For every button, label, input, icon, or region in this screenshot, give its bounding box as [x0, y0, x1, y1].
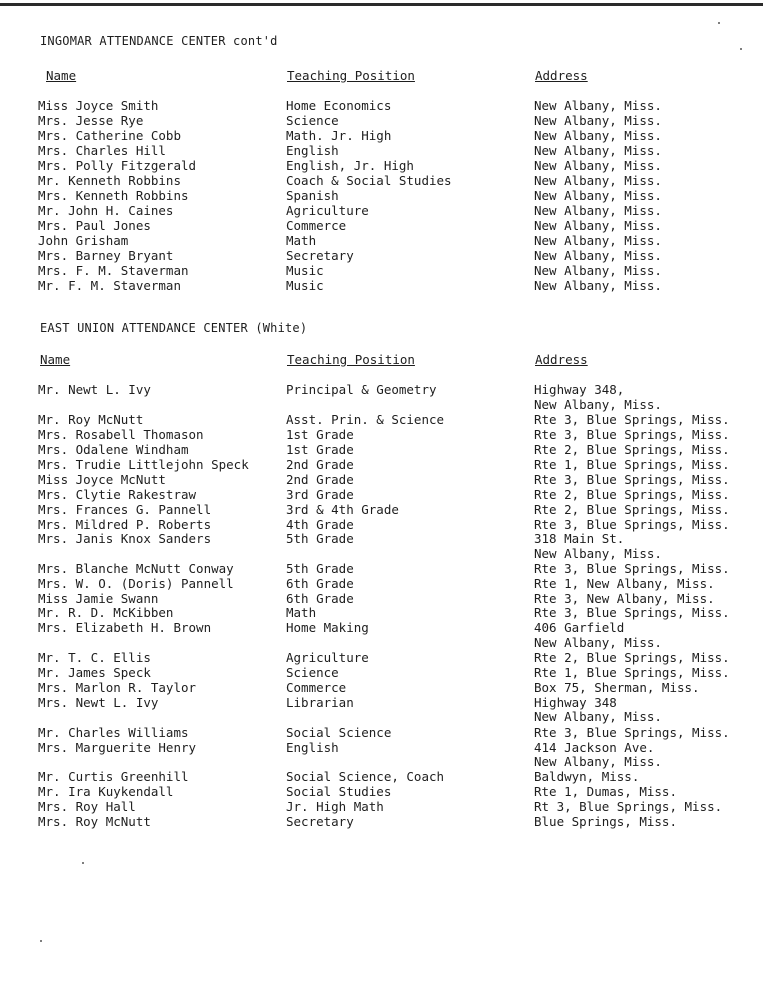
staff-name: Mr. Roy McNutt	[38, 412, 144, 427]
table-row	[0, 650, 763, 665]
address: New Albany, Miss.	[534, 188, 662, 203]
address: New Albany, Miss.	[534, 278, 662, 293]
table-row	[0, 784, 763, 799]
column-header-position: Teaching Position	[287, 68, 415, 83]
staff-name: Mrs. Clytie Rakestraw	[38, 487, 197, 502]
address: New Albany, Miss.	[534, 546, 662, 561]
table-row	[0, 502, 763, 517]
address: 406 Garfield	[534, 620, 625, 635]
address: Rte 1, Blue Springs, Miss.	[534, 457, 730, 472]
table-row	[0, 203, 763, 218]
staff-name: Mrs. F. M. Staverman	[38, 263, 189, 278]
table-row	[0, 263, 763, 278]
teaching-position: Spanish	[286, 188, 339, 203]
address: Rte 3, Blue Springs, Miss.	[534, 472, 730, 487]
teaching-position: Math. Jr. High	[286, 128, 392, 143]
address: Rte 1, Blue Springs, Miss.	[534, 665, 730, 680]
table-row	[0, 113, 763, 128]
table-row	[0, 754, 763, 769]
teaching-position: 6th Grade	[286, 591, 354, 606]
table-row	[0, 278, 763, 293]
address: Rte 2, Blue Springs, Miss.	[534, 487, 730, 502]
address: 318 Main St.	[534, 531, 625, 546]
teaching-position: 1st Grade	[286, 442, 354, 457]
column-header-position: Teaching Position	[287, 352, 415, 367]
address: New Albany, Miss.	[534, 233, 662, 248]
staff-name: Mrs. Jesse Rye	[38, 113, 144, 128]
staff-name: John Grisham	[38, 233, 129, 248]
address: New Albany, Miss.	[534, 143, 662, 158]
staff-name: Mr. Curtis Greenhill	[38, 769, 189, 784]
table-row	[0, 517, 763, 532]
address: New Albany, Miss.	[534, 173, 662, 188]
scan-speck	[740, 48, 742, 50]
address: Box 75, Sherman, Miss.	[534, 680, 700, 695]
staff-name: Mrs. Kenneth Robbins	[38, 188, 189, 203]
address: New Albany, Miss.	[534, 158, 662, 173]
table-row	[0, 397, 763, 412]
teaching-position: Jr. High Math	[286, 799, 384, 814]
table-row	[0, 725, 763, 740]
teaching-position: Secretary	[286, 814, 354, 829]
table-row	[0, 128, 763, 143]
address: Highway 348,	[534, 382, 625, 397]
address: New Albany, Miss.	[534, 128, 662, 143]
section-title-ingomar: INGOMAR ATTENDANCE CENTER cont'd	[40, 34, 278, 48]
scan-speck	[718, 22, 720, 24]
teaching-position: 3rd Grade	[286, 487, 354, 502]
teaching-position: Coach & Social Studies	[286, 173, 452, 188]
staff-name: Mrs. W. O. (Doris) Pannell	[38, 576, 234, 591]
teaching-position: Science	[286, 665, 339, 680]
teaching-position: English	[286, 740, 339, 755]
table-row	[0, 620, 763, 635]
staff-name: Mr. Charles Williams	[38, 725, 189, 740]
table-row	[0, 233, 763, 248]
teaching-position: Social Studies	[286, 784, 392, 799]
table-row	[0, 531, 763, 546]
table-row	[0, 382, 763, 397]
staff-name: Mrs. Odalene Windham	[38, 442, 189, 457]
address: Rte 3, Blue Springs, Miss.	[534, 412, 730, 427]
staff-name: Mr. Ira Kuykendall	[38, 784, 174, 799]
address: New Albany, Miss.	[534, 203, 662, 218]
staff-name: Mrs. Roy Hall	[38, 799, 136, 814]
address: Rte 3, Blue Springs, Miss.	[534, 561, 730, 576]
page-top-border	[0, 3, 763, 6]
teaching-position: Home Making	[286, 620, 369, 635]
teaching-position: Music	[286, 263, 324, 278]
address: New Albany, Miss.	[534, 263, 662, 278]
teaching-position: English, Jr. High	[286, 158, 414, 173]
table-row	[0, 173, 763, 188]
table-row	[0, 605, 763, 620]
address: New Albany, Miss.	[534, 98, 662, 113]
teaching-position: Agriculture	[286, 203, 369, 218]
address: Rte 2, Blue Springs, Miss.	[534, 502, 730, 517]
address: Rte 3, Blue Springs, Miss.	[534, 605, 730, 620]
staff-name: Mrs. Elizabeth H. Brown	[38, 620, 212, 635]
address: Rte 3, Blue Springs, Miss.	[534, 427, 730, 442]
table-row	[0, 814, 763, 829]
table-row	[0, 709, 763, 724]
address: Rte 3, Blue Springs, Miss.	[534, 725, 730, 740]
address: Blue Springs, Miss.	[534, 814, 677, 829]
staff-name: Mr. F. M. Staverman	[38, 278, 181, 293]
address: New Albany, Miss.	[534, 754, 662, 769]
address: New Albany, Miss.	[534, 218, 662, 233]
teaching-position: Asst. Prin. & Science	[286, 412, 445, 427]
address: Highway 348	[534, 695, 617, 710]
address: Rte 1, New Albany, Miss.	[534, 576, 715, 591]
staff-name: Mrs. Blanche McNutt Conway	[38, 561, 234, 576]
staff-name: Mrs. Barney Bryant	[38, 248, 174, 263]
address: New Albany, Miss.	[534, 709, 662, 724]
teaching-position: 3rd & 4th Grade	[286, 502, 399, 517]
table-row	[0, 412, 763, 427]
address: New Albany, Miss.	[534, 397, 662, 412]
teaching-position: Music	[286, 278, 324, 293]
column-header-address: Address	[535, 352, 588, 367]
table-row	[0, 98, 763, 113]
address: Rte 3, Blue Springs, Miss.	[534, 517, 730, 532]
table-row	[0, 769, 763, 784]
address: Baldwyn, Miss.	[534, 769, 640, 784]
address: Rte 1, Dumas, Miss.	[534, 784, 677, 799]
teaching-position: 2nd Grade	[286, 472, 354, 487]
address: 414 Jackson Ave.	[534, 740, 655, 755]
staff-name: Miss Joyce Smith	[38, 98, 159, 113]
teaching-position: Math	[286, 233, 317, 248]
table-row	[0, 143, 763, 158]
table-row	[0, 799, 763, 814]
teaching-position: 6th Grade	[286, 576, 354, 591]
table-row	[0, 427, 763, 442]
teaching-position: Secretary	[286, 248, 354, 263]
staff-name: Mr. James Speck	[38, 665, 151, 680]
teaching-position: Agriculture	[286, 650, 369, 665]
table-row	[0, 487, 763, 502]
address: Rte 2, Blue Springs, Miss.	[534, 442, 730, 457]
staff-name: Mrs. Trudie Littlejohn Speck	[38, 457, 249, 472]
staff-name: Mrs. Mildred P. Roberts	[38, 517, 212, 532]
staff-name: Mrs. Rosabell Thomason	[38, 427, 204, 442]
staff-name: Mrs. Paul Jones	[38, 218, 151, 233]
scan-speck	[40, 940, 42, 942]
teaching-position: Math	[286, 605, 317, 620]
teaching-position: 5th Grade	[286, 561, 354, 576]
table-row	[0, 740, 763, 755]
table-row	[0, 188, 763, 203]
staff-name: Mrs. Frances G. Pannell	[38, 502, 212, 517]
address: Rt 3, Blue Springs, Miss.	[534, 799, 723, 814]
staff-name: Mrs. Marlon R. Taylor	[38, 680, 197, 695]
teaching-position: Librarian	[286, 695, 354, 710]
table-row	[0, 561, 763, 576]
staff-name: Mr. John H. Caines	[38, 203, 174, 218]
staff-name: Miss Jamie Swann	[38, 591, 159, 606]
table-row	[0, 576, 763, 591]
scan-speck	[82, 862, 84, 864]
table-row	[0, 442, 763, 457]
address: New Albany, Miss.	[534, 248, 662, 263]
staff-name: Mr. Newt L. Ivy	[38, 382, 151, 397]
teaching-position: 4th Grade	[286, 517, 354, 532]
staff-name: Mrs. Catherine Cobb	[38, 128, 181, 143]
section-title-east-union: EAST UNION ATTENDANCE CENTER (White)	[40, 321, 308, 335]
teaching-position: Social Science, Coach	[286, 769, 445, 784]
staff-name: Mr. R. D. McKibben	[38, 605, 174, 620]
table-row	[0, 457, 763, 472]
teaching-position: 1st Grade	[286, 427, 354, 442]
column-header-address: Address	[535, 68, 588, 83]
table-row	[0, 472, 763, 487]
teaching-position: Principal & Geometry	[286, 382, 437, 397]
table-row	[0, 218, 763, 233]
teaching-position: Commerce	[286, 218, 347, 233]
address: Rte 3, New Albany, Miss.	[534, 591, 715, 606]
table-row	[0, 591, 763, 606]
staff-name: Mr. Kenneth Robbins	[38, 173, 181, 188]
address: New Albany, Miss.	[534, 635, 662, 650]
staff-name: Miss Joyce McNutt	[38, 472, 166, 487]
table-row	[0, 158, 763, 173]
teaching-position: Science	[286, 113, 339, 128]
table-row	[0, 248, 763, 263]
table-row	[0, 546, 763, 561]
staff-name: Mrs. Marguerite Henry	[38, 740, 197, 755]
table-row	[0, 680, 763, 695]
teaching-position: 2nd Grade	[286, 457, 354, 472]
column-header-name: Name	[40, 352, 71, 367]
staff-name: Mrs. Charles Hill	[38, 143, 166, 158]
staff-name: Mr. T. C. Ellis	[38, 650, 151, 665]
staff-name: Mrs. Polly Fitzgerald	[38, 158, 197, 173]
table-row	[0, 695, 763, 710]
address: Rte 2, Blue Springs, Miss.	[534, 650, 730, 665]
table-row	[0, 635, 763, 650]
address: New Albany, Miss.	[534, 113, 662, 128]
teaching-position: Commerce	[286, 680, 347, 695]
teaching-position: 5th Grade	[286, 531, 354, 546]
teaching-position: Home Economics	[286, 98, 392, 113]
staff-name: Mrs. Newt L. Ivy	[38, 695, 159, 710]
table-row	[0, 665, 763, 680]
column-header-name: Name	[46, 68, 77, 83]
teaching-position: Social Science	[286, 725, 392, 740]
staff-name: Mrs. Janis Knox Sanders	[38, 531, 212, 546]
teaching-position: English	[286, 143, 339, 158]
staff-name: Mrs. Roy McNutt	[38, 814, 151, 829]
